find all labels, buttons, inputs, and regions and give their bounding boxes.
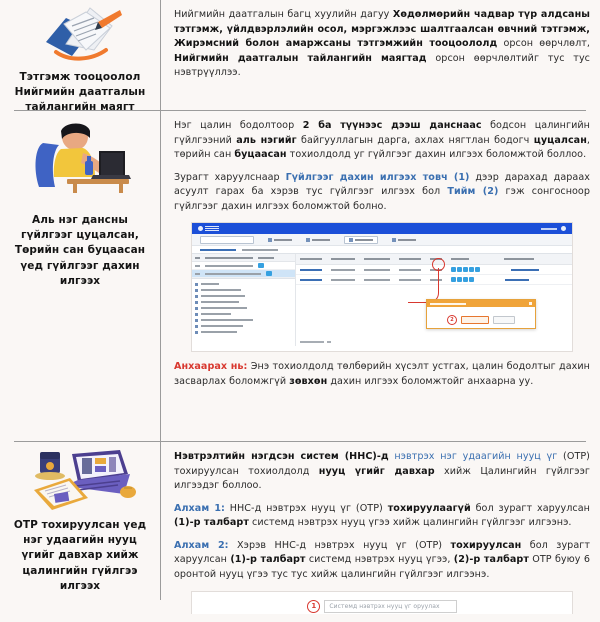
user-name-placeholder <box>541 228 557 230</box>
row-buttons[interactable] <box>451 277 474 282</box>
text-run: бодсон цалингийн гүйлгээний <box>174 120 590 146</box>
row-action-chip[interactable] <box>266 271 272 276</box>
caption-line: гүйлгээг цуцалсан, <box>21 229 139 242</box>
toolbar-item[interactable] <box>306 238 330 242</box>
caption-line: үгийг давхар хийж <box>21 549 139 562</box>
caption-line: Нийгмийн даатгалын <box>14 86 146 99</box>
step-label: Алхам 2: <box>174 539 229 551</box>
text-run: гэж сонгосноор гүйлгээг дахин илгээх боломжтой болно. <box>174 186 590 212</box>
text-run: тохиолдолд уг гүйлгээг дахин илгээх боломжтой боллоо. <box>286 149 587 161</box>
text-run-bold: Хөдөлмөрийн чадвар түр алдсаны тэтгэмж, үйлдвэрлэлийн осол, мэргэжлээс шалтгаалсан өвчний тэтгэмж, Жирэмсний болон амаржсаны тэтгэмжийн тооцоололд <box>174 9 590 50</box>
text-run: (ОТР) тохируулсан тохиолдолд <box>174 451 590 477</box>
section-3-left-column <box>0 442 160 604</box>
step-label: Алхам 1: <box>174 502 225 514</box>
section-2-left-column <box>0 111 160 299</box>
text-run-bold: (1)-р талбарт <box>174 517 249 529</box>
text-run-bold: аль нэгийг <box>236 134 297 146</box>
text-run-bold: (1)-р талбарт <box>230 554 306 566</box>
text-run: орсон өөрчлөлтийг тус тус нэвтрүүллээ. <box>174 52 590 79</box>
tab[interactable] <box>200 249 236 251</box>
app-tab-strip <box>192 246 572 254</box>
text-run-bold: 2 ба түүнээс дээш данснаас <box>302 120 482 131</box>
right-grid-pane <box>296 254 572 346</box>
text-run: бол зурагт харуулсан <box>174 539 590 566</box>
section-1-paragraph <box>174 8 590 81</box>
text-run-highlight: нэвтрэх нэг удаагийн нууц үг <box>388 451 558 462</box>
primary-action-button[interactable] <box>200 236 254 244</box>
table-row[interactable] <box>192 270 295 278</box>
dialog-footer <box>427 313 535 328</box>
callout-2-badge: 2 <box>447 315 457 325</box>
text-run-bold: буцаасан <box>234 149 287 161</box>
caption-line: тайлангийн маягт <box>25 101 135 114</box>
section-benefit-form <box>0 0 600 114</box>
text-run: Нэг цалин бодолтоор <box>174 120 303 131</box>
section-2-caption <box>10 213 150 289</box>
text-run: ННС-д нэвтрэх нууц үг (ОТР) <box>224 502 388 514</box>
logo-mark <box>198 226 203 231</box>
caption-line: Тэтгэмж тооцоолол <box>19 71 141 83</box>
caption-line: үед гүйлгээг дахин <box>20 259 140 272</box>
row-buttons[interactable] <box>451 267 480 272</box>
text-run: системд нэвтрэх нууц үгээ, <box>305 554 454 566</box>
text-run: ОТР буюу 6 оронтой нууц үгээ тус тус хийж цалингийн гүйлгээг илгээнэ. <box>174 554 590 581</box>
section-1-caption <box>10 70 150 116</box>
text-run-bold: Нэвтрэлтийн нэгдсэн систем (ННС)-д <box>174 451 389 462</box>
text-run: Хэрэв ННС-д нэвтрэх нууц үг (ОТР) <box>228 539 451 551</box>
left-grid-header <box>192 254 295 262</box>
text-run-bold: тохируулсан <box>450 539 522 551</box>
text-run-highlight: Гүйлгээг дахин илгээх товч (1) <box>285 171 470 183</box>
section-2-note <box>174 360 590 389</box>
toolbar-item[interactable] <box>392 238 416 242</box>
section-2-right-column <box>160 111 600 398</box>
left-grid-pane <box>192 254 296 346</box>
toolbar-item-active[interactable] <box>344 236 378 244</box>
avatar[interactable] <box>561 226 566 231</box>
caption-line: илгээх <box>59 579 101 592</box>
text-run: системд нэвтрэх нууц үгээ хийж цалингийн гүйлгээг илгээнэ. <box>248 517 572 529</box>
otp-field-row <box>307 600 456 614</box>
text-run: байгууллагын дарга, ахлах нягтлан бодогч <box>296 134 534 146</box>
caption-line: Төрийн сан буцаасан <box>14 244 146 257</box>
section-1-right-column <box>160 0 600 89</box>
text-run: хийж Цалингийн гүйлгээг илгээдэг боллоо. <box>174 465 590 492</box>
text-run-bold: тохируулаагүй <box>387 502 471 514</box>
app-logo <box>198 226 219 231</box>
text-run: Нийгмийн даатгалын багц хуулийн дагуу <box>174 9 393 20</box>
laptop-tablet-coffee-icon <box>10 448 150 512</box>
text-run-bold: (2)-р талбарт <box>453 554 529 566</box>
caption-line: илгээх <box>59 274 101 287</box>
caption-line: нэг удаагийн нууц <box>23 534 137 547</box>
note-label: Анхаарах нь: <box>174 361 248 373</box>
caption-line: ОТР тохируулсан үед <box>13 519 147 531</box>
tree-item[interactable] <box>195 329 292 335</box>
section-2-paragraph-2 <box>174 171 590 215</box>
text-run-bold: цуцалсан <box>533 134 587 146</box>
section-3-paragraph-1 <box>174 450 590 494</box>
text-run: Зурагт харуулснаар <box>174 171 286 183</box>
confirm-dialog <box>426 299 536 329</box>
text-run: орсон өөрчлөлт, <box>497 38 590 50</box>
otp-login-screenshot <box>191 591 573 614</box>
grid-footer <box>300 341 331 343</box>
text-run: Энэ тохиолдолд төлбөрийн хүсэлт устгах, цалин бодолтыг дахин засварлах боломжгүй <box>174 361 590 388</box>
tab[interactable] <box>242 249 278 251</box>
text-run-bold: Нийгмийн даатгалын тайлангийн маягтад <box>174 52 427 64</box>
row-action-chip[interactable] <box>258 263 264 268</box>
logo-text <box>205 226 219 231</box>
caption-line: Аль нэг дансны <box>32 214 128 226</box>
dialog-confirm-button[interactable] <box>461 316 489 324</box>
screenshot-wrapper <box>174 222 590 352</box>
close-icon[interactable] <box>529 302 532 305</box>
person-at-laptop-icon <box>10 117 150 207</box>
transaction-list-app-screenshot <box>191 222 573 352</box>
password-input[interactable]: Системд нэвтрэх нууц үг оруулах <box>324 600 456 613</box>
text-run-bold: нууц үгийг давхар <box>318 465 435 477</box>
toolbar-item[interactable] <box>268 238 292 242</box>
app-body <box>192 254 572 346</box>
section-3-step-1 <box>174 502 590 531</box>
caption-line: цалингийн гүйлгээ <box>22 564 138 577</box>
app-toolbar <box>192 234 572 246</box>
section-2-paragraph-1 <box>174 119 590 163</box>
dialog-title-bar <box>427 300 535 307</box>
section-3-caption <box>10 518 150 594</box>
dialog-cancel-button[interactable] <box>493 316 515 324</box>
section-3-step-2 <box>174 539 590 583</box>
app-top-bar <box>192 223 572 234</box>
text-run: , төрийн сан <box>174 134 590 161</box>
text-run: дээр дарахад дараах асуулт гарах ба хэрэв тус гүйлгээг илгээх бол <box>174 171 590 198</box>
text-run: бол зурагт харуулсан <box>470 502 590 514</box>
documents-pencil-icon <box>10 6 150 64</box>
text-run-bold: зөвхөн <box>289 376 328 388</box>
section-1-left-column <box>0 0 160 126</box>
left-tree-menu <box>192 278 295 346</box>
callout-1-badge: 1 <box>307 600 320 613</box>
section-3-right-column <box>160 442 600 622</box>
section-otp <box>0 442 600 611</box>
app-top-right <box>541 226 566 231</box>
callout-connector-arrow <box>408 268 439 303</box>
text-run-highlight: Тийм (2) <box>447 186 499 198</box>
text-run: дахин илгээх боломжтойг анхаарна уу. <box>327 376 534 388</box>
section-resend-transaction <box>0 111 600 441</box>
table-row[interactable] <box>192 262 295 270</box>
